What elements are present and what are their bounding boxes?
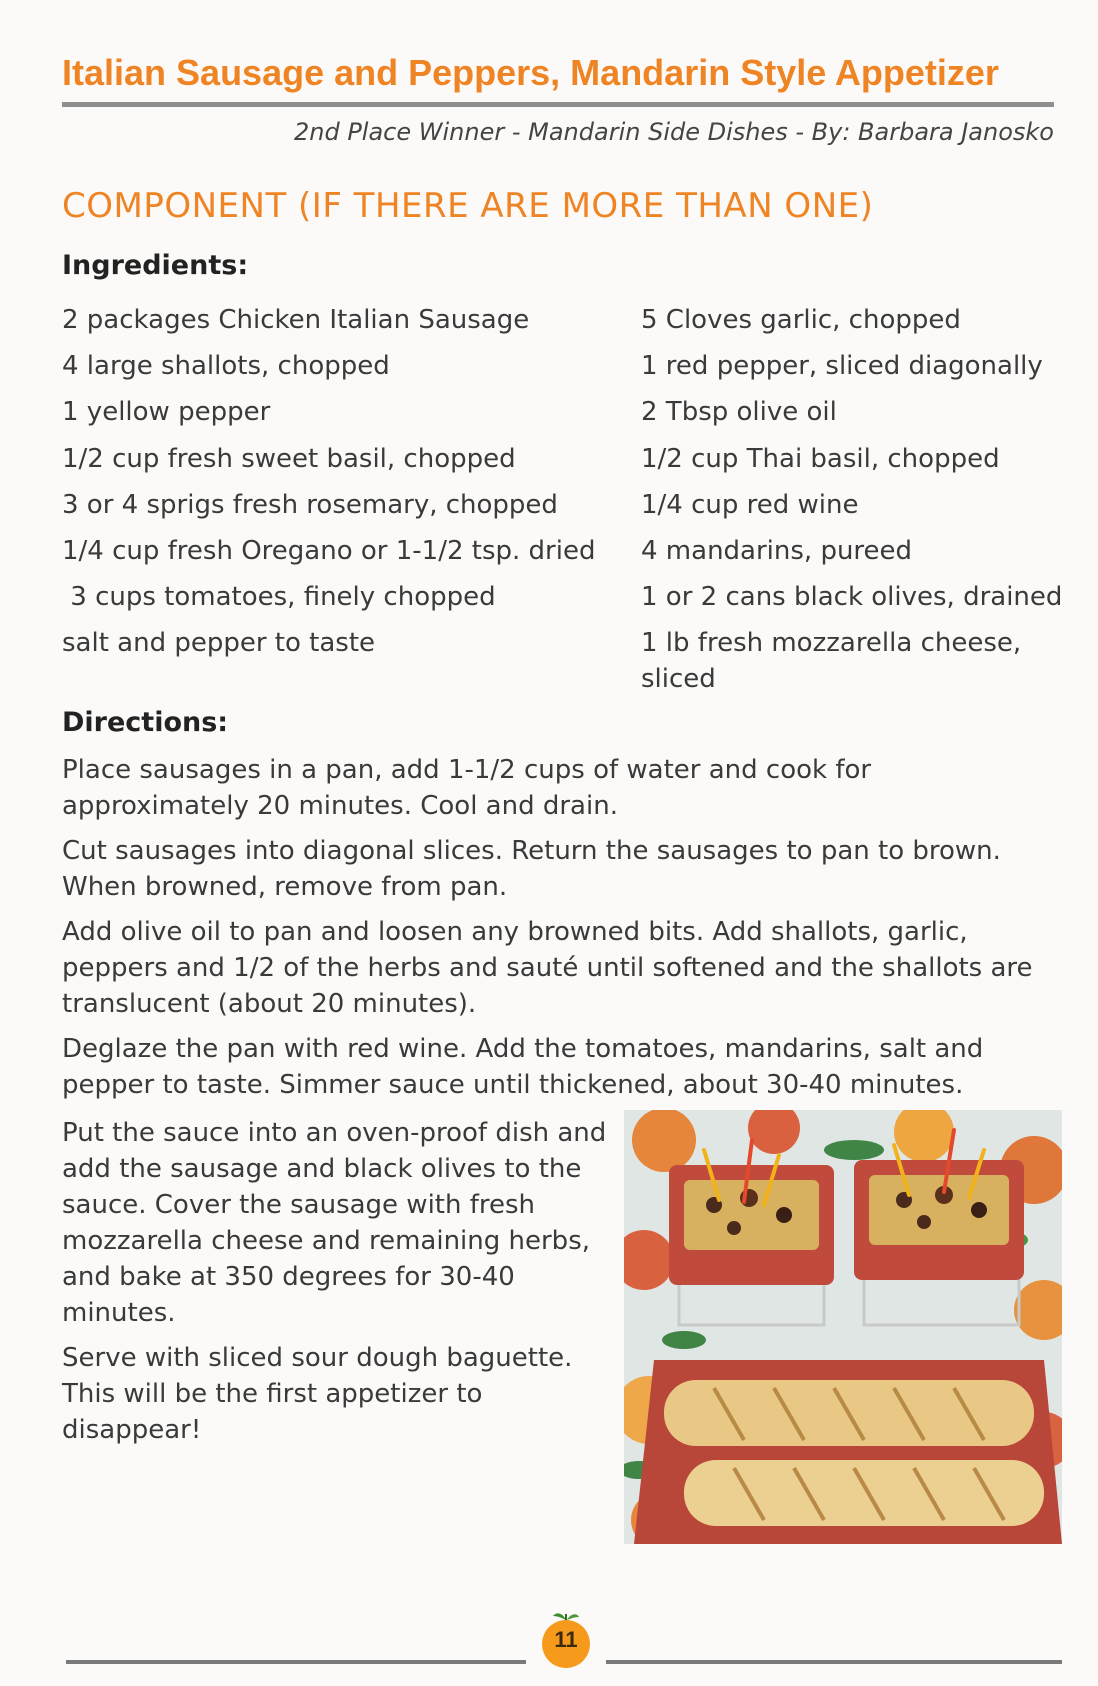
page-number: 11 [554,1627,578,1652]
direction-step: Cut sausages into diagonal slices. Return the sausages to pan to brown. When browned, remove from pan. [62,836,1001,902]
footer-rule-left [66,1660,526,1664]
recipe-title: Italian Sausage and Peppers, Mandarin Style Appetizer [62,52,999,93]
ingredient-item: 5 Cloves garlic, chopped [641,305,961,335]
ingredients-list-left [62,297,595,667]
ingredient-item: 1 yellow pepper [62,397,271,428]
directions-heading: Directions: [62,707,229,738]
ingredient-item: 2 Tbsp olive oil [641,397,837,428]
ingredient-item: 1/2 cup fresh sweet basil, chopped [62,443,516,474]
ingredient-item: 1 lb fresh mozzarella cheese, sliced [641,628,1022,695]
ingredient-item: 1 red pepper, sliced diagonally [641,351,1043,382]
direction-step: Put the sauce into an oven-proof dish and add the sausage and black olives to the sauce. Cover the sausage with fresh mozzarella cheese and remaining herbs, and bake at 350 degrees for 30-40 minutes. [62,1118,607,1328]
ingredient-item: 4 large shallots, chopped [62,351,390,382]
footer-rule-right [606,1660,1062,1664]
recipe-byline: 2nd Place Winner - Mandarin Side Dishes - By: Barbara Janosko [293,118,1054,146]
ingredient-item: 1/2 cup Thai basil, chopped [641,443,1000,474]
ingredient-item: 2 packages Chicken Italian Sausage [62,305,530,335]
ingredient-item: 1/4 cup red wine [641,489,859,520]
directions-block [62,752,1062,1112]
ingredient-item: 3 cups tomatoes, finely chopped [62,582,496,613]
direction-step: Serve with sliced sour dough baguette. This will be the first appetizer to disappear! [62,1343,573,1445]
component-heading: COMPONENT (IF THERE ARE MORE THAN ONE) [62,186,874,226]
direction-step: Place sausages in a pan, add 1-1/2 cups of water and cook for approximately 20 minutes. Cool and drain. [62,755,872,821]
ingredient-item: salt and pepper to taste [62,628,376,659]
ingredient-item: 1 or 2 cans black olives, drained [641,582,1063,613]
direction-step: Add olive oil to pan and loosen any browned bits. Add shallots, garlic, peppers and 1/2 of the herbs and sauté until softened and the shallots are translucent (about 20 minutes). [62,917,1033,1019]
ingredient-item: 3 or 4 sprigs fresh rosemary, chopped [62,489,558,520]
ingredient-item: 1/4 cup fresh Oregano or 1-1/2 tsp. dried [62,536,596,567]
direction-step: Deglaze the pan with red wine. Add the tomatoes, mandarins, salt and pepper to taste. Simmer sauce until thickened, about 30-40 minutes. [62,1034,984,1100]
title-divider [62,102,1054,107]
directions-side-block [62,1115,612,1457]
ingredients-heading: Ingredients: [62,250,249,281]
ingredients-list-right [641,297,1062,697]
recipe-photo [624,1110,1062,1544]
ingredient-item: 4 mandarins, pureed [641,536,913,567]
